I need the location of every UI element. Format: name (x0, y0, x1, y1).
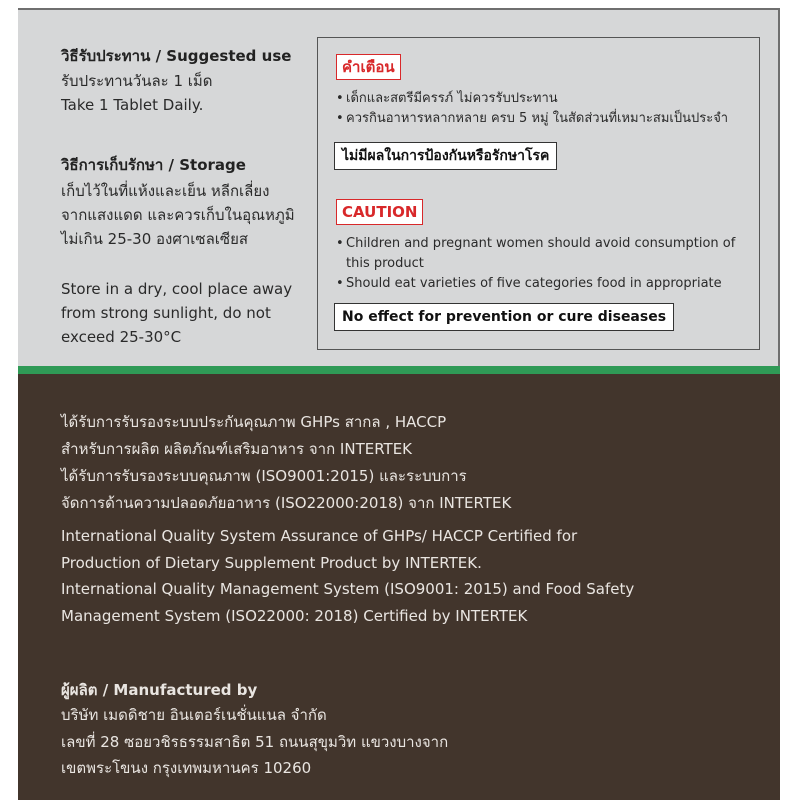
suggested-use-thai: รับประทานวันละ 1 เม็ด (61, 72, 213, 90)
english-caution-list (336, 234, 736, 294)
list-item: • เด็กและสตรีมีครรภ์ ไม่ควรรับประทาน (336, 89, 756, 109)
thai-disclaimer-note: ไม่มีผลในการป้องกันหรือรักษาโรค (334, 142, 557, 170)
certification-english-line: Management System (ISO22000: 2018) Certified by INTERTEK (61, 606, 528, 625)
instructions-section (18, 8, 780, 366)
certification-thai-line: ได้รับการรับรองระบบคุณภาพ (ISO9001:2015) และระบบการ (61, 467, 467, 485)
suggested-use-text (61, 69, 213, 117)
thai-warning-tag: คำเตือน (336, 54, 401, 80)
manufacturer-address (61, 702, 448, 782)
certification-thai-line: จัดการด้านความปลอดภัยอาหาร (ISO22000:2018) จาก INTERTEK (61, 494, 512, 512)
storage-thai-line: ไม่เกิน 25-30 องศาเซลเซียส (61, 230, 249, 248)
storage-english-line: from strong sunlight, do not (61, 304, 271, 322)
thai-warning-list (336, 89, 756, 129)
warning-box (317, 37, 760, 350)
certification-thai-line: สำหรับการผลิต ผลิตภัณฑ์เสริมอาหาร จาก INTERTEK (61, 440, 413, 458)
manufacturer-heading: ผู้ผลิต / Manufactured by (61, 681, 258, 699)
certification-english (61, 523, 634, 629)
caution-tag: CAUTION (336, 199, 423, 225)
english-disclaimer-note: No effect for prevention or cure diseases (334, 303, 674, 331)
list-item: • ควรกินอาหารหลากหลาย ครบ 5 หมู่ ในสัดส่วนที่เหมาะสมเป็นประจำ (336, 109, 756, 129)
storage-thai-text (61, 179, 295, 251)
manufacturer-company: บริษัท เมดดิชาย อินเตอร์เนชั่นแนล จำกัด (61, 706, 327, 724)
certification-section (18, 374, 780, 800)
green-divider (18, 366, 780, 374)
certification-thai (61, 409, 511, 517)
label-panel (18, 8, 780, 800)
suggested-use-heading: วิธีรับประทาน / Suggested use (61, 47, 292, 65)
list-item: • Should eat varieties of five categories food in appropriate (336, 274, 736, 294)
storage-thai-line: เก็บไว้ในที่แห้งและเย็น หลีกเลี่ยง (61, 182, 270, 200)
manufacturer-street: เลขที่ 28 ซอยวชิรธรรมสาธิต 51 ถนนสุขุมวิท แขวงบางจาก (61, 732, 449, 751)
certification-thai-line: ได้รับการรับรองระบบประกันคุณภาพ GHPs สากล , HACCP (61, 413, 447, 431)
suggested-use-english: Take 1 Tablet Daily. (61, 96, 204, 114)
certification-english-line: International Quality System Assurance of GHPs/ HACCP Certified for (61, 527, 578, 545)
storage-english-line: exceed 25-30°C (61, 328, 182, 346)
certification-english-line: Production of Dietary Supplement Product by INTERTEK. (61, 553, 482, 572)
storage-thai-line: จากแสงแดด และควรเก็บในอุณหภูมิ (61, 206, 295, 224)
storage-english-line: Store in a dry, cool place away (61, 280, 293, 298)
storage-english-text (61, 277, 292, 349)
certification-english-line: International Quality Management System (ISO9001: 2015) and Food Safety (61, 580, 635, 598)
storage-heading: วิธีการเก็บรักษา / Storage (61, 156, 246, 174)
list-item: • Children and pregnant women should avoid consumption of this product (336, 234, 736, 274)
manufacturer-district: เขตพระโขนง กรุงเทพมหานคร 10260 (61, 759, 312, 777)
